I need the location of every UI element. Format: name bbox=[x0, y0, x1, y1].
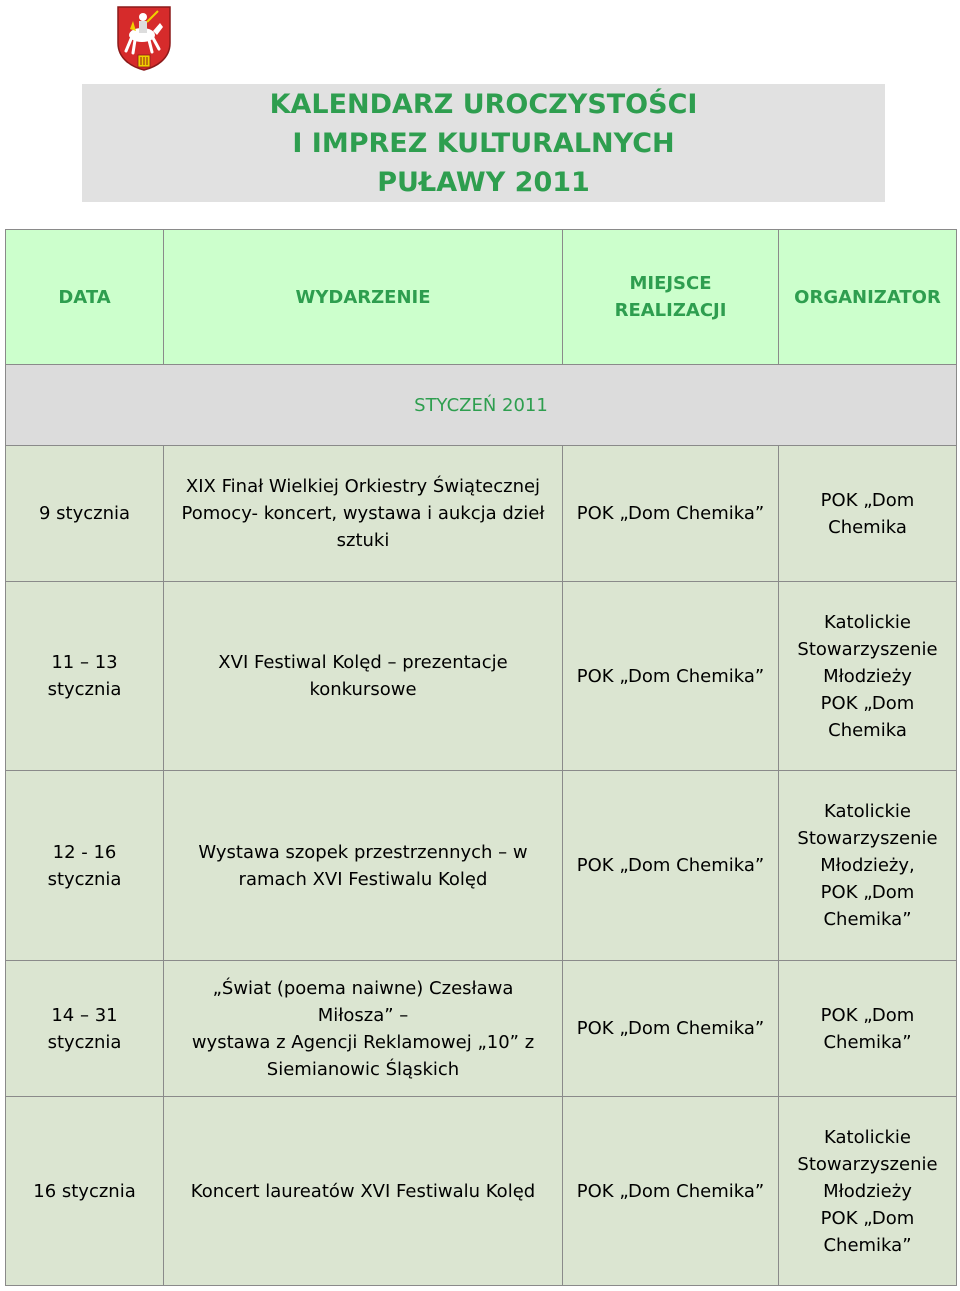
table-row bbox=[6, 771, 957, 961]
organizer-line: POK „Dom bbox=[820, 1004, 915, 1026]
event-date: 11 – 13 stycznia bbox=[6, 582, 164, 771]
month-label: STYCZEŃ 2011 bbox=[6, 365, 957, 446]
organizer-line: POK „Dom bbox=[820, 489, 915, 511]
organizer-line: Chemika bbox=[828, 719, 907, 741]
organizer-line: POK „Dom bbox=[820, 882, 915, 903]
event-title-line: sztuki bbox=[336, 530, 390, 551]
event-organizer bbox=[779, 582, 957, 771]
event-date: 14 – 31 stycznia bbox=[6, 961, 164, 1097]
event-date: 16 stycznia bbox=[6, 1097, 164, 1286]
page-title bbox=[82, 84, 885, 202]
event-place: POK „Dom Chemika” bbox=[563, 961, 779, 1097]
event-title bbox=[164, 446, 563, 582]
event-place: POK „Dom Chemika” bbox=[563, 446, 779, 582]
organizer-line: Młodzieży bbox=[823, 665, 912, 687]
event-organizer bbox=[779, 446, 957, 582]
organizer-line: POK „Dom bbox=[820, 692, 915, 714]
event-title-line: XVI Festiwal Kolęd – prezentacje bbox=[218, 652, 508, 673]
header-data: DATA bbox=[6, 230, 164, 365]
organizer-line: Stowarzyszenie bbox=[797, 1153, 938, 1175]
event-date: 9 stycznia bbox=[6, 446, 164, 582]
event-title-line: Pomocy- koncert, wystawa i aukcja dzieł bbox=[181, 503, 545, 524]
event-place: POK „Dom Chemika” bbox=[563, 582, 779, 771]
event-organizer bbox=[779, 961, 957, 1097]
organizer-line: Stowarzyszenie bbox=[797, 828, 938, 849]
table-row bbox=[6, 582, 957, 771]
event-title bbox=[164, 961, 563, 1097]
organizer-line: POK „Dom bbox=[820, 1207, 915, 1229]
event-title-line: Siemianowic Śląskich bbox=[266, 1058, 460, 1080]
organizer-line: Chemika” bbox=[823, 909, 912, 930]
event-place: POK „Dom Chemika” bbox=[563, 1097, 779, 1286]
month-row bbox=[6, 365, 957, 446]
organizer-line: Stowarzyszenie bbox=[797, 638, 938, 660]
organizer-line: Katolickie bbox=[824, 1126, 911, 1148]
event-date: 12 - 16 stycznia bbox=[6, 771, 164, 961]
title-line-2: I IMPREZ KULTURALNYCH bbox=[292, 127, 675, 159]
organizer-line: Chemika” bbox=[823, 1234, 912, 1256]
event-title bbox=[164, 771, 563, 961]
header-wydarzenie: WYDARZENIE bbox=[164, 230, 563, 365]
organizer-line: Młodzieży, bbox=[820, 855, 915, 876]
title-line-3: PUŁAWY 2011 bbox=[377, 166, 590, 198]
event-place: POK „Dom Chemika” bbox=[563, 771, 779, 961]
header-miejsce-line: REALIZACJI bbox=[614, 300, 727, 321]
event-title-line: konkursowe bbox=[309, 679, 417, 700]
event-title-line: ramach XVI Festiwalu Kolęd bbox=[238, 868, 488, 890]
event-title-line: Koncert laureatów XVI Festiwalu Kolęd bbox=[190, 1180, 536, 1202]
event-title-line: XIX Finał Wielkiej Orkiestry Świątecznej bbox=[185, 476, 541, 497]
organizer-line: Młodzieży bbox=[823, 1180, 912, 1202]
events-table bbox=[5, 229, 957, 1286]
event-title bbox=[164, 1097, 563, 1286]
header-organizator: ORGANIZATOR bbox=[779, 230, 957, 365]
header-miejsce-line: MIEJSCE bbox=[629, 273, 712, 294]
event-title-line: wystawa z Agencji Reklamowej „10” z bbox=[191, 1031, 535, 1053]
organizer-line: Chemika” bbox=[823, 1031, 912, 1053]
organizer-line: Katolickie bbox=[824, 801, 911, 822]
event-organizer bbox=[779, 1097, 957, 1286]
event-organizer bbox=[779, 771, 957, 961]
coat-of-arms-icon bbox=[116, 5, 172, 71]
title-line-1: KALENDARZ UROCZYSTOŚCI bbox=[269, 88, 698, 120]
event-title bbox=[164, 582, 563, 771]
table-row bbox=[6, 1097, 957, 1286]
event-title-line: „Świat (poema naiwne) Czesława Miłosza” – bbox=[212, 977, 514, 1026]
organizer-line: Katolickie bbox=[824, 611, 911, 633]
event-title-line: Wystawa szopek przestrzennych – w bbox=[198, 841, 528, 863]
header-miejsce bbox=[563, 230, 779, 365]
table-row bbox=[6, 446, 957, 582]
table-row bbox=[6, 961, 957, 1097]
table-header-row bbox=[6, 230, 957, 365]
organizer-line: Chemika bbox=[828, 516, 907, 538]
